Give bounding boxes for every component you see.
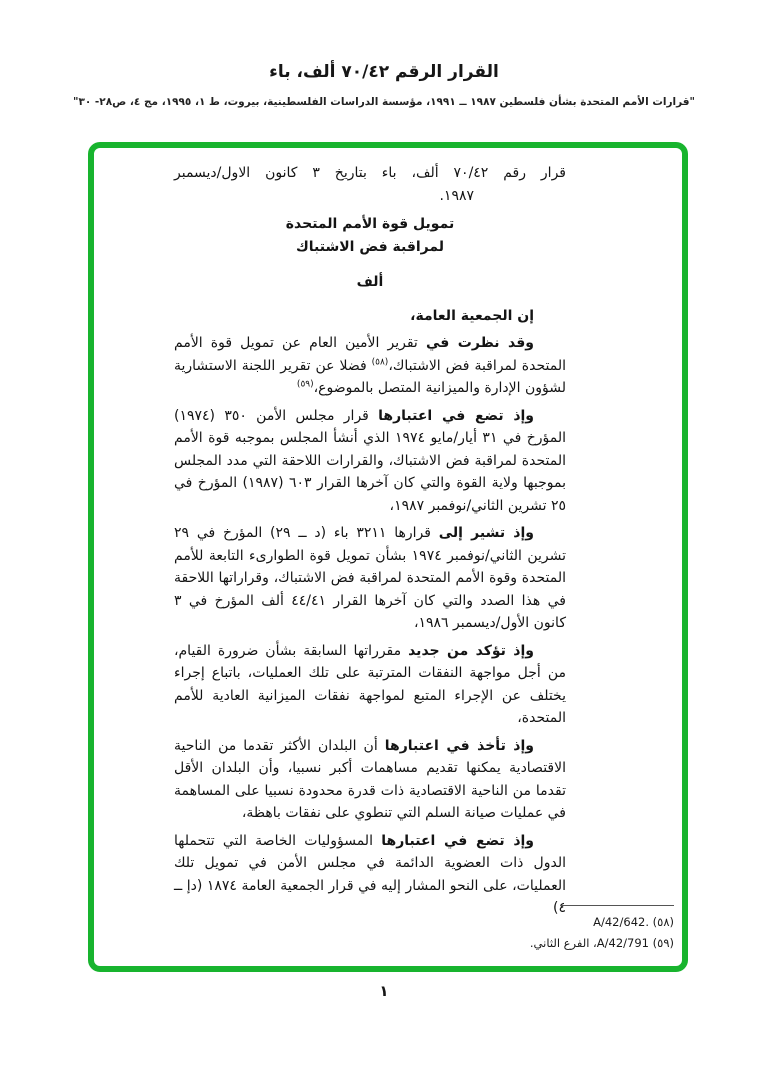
footnote-ref-59: (٥٩) (296, 379, 314, 390)
footnote-ref-58: (٥٨) (371, 356, 389, 367)
document-title: القرار الرقم ٧٠/٤٢ ألف، باء (269, 62, 499, 82)
section-letter: ألف (356, 274, 384, 290)
preamble-opening-text: إن الجمعية العامة، (410, 307, 534, 324)
paragraph-text: فضلا عن تقرير اللجنة الاستشارية لشؤون الإدارة والميزانية المتصل بالموضوع، (174, 357, 566, 396)
paragraph-text: أن البلدان الأكثر تقدما من الناحية الاقتصادية يمكنها تقديم مساهمات أكبر نسبيا، وأن البلدان الأقل تقدما من الناحية الاقتصادية ذات قدرة محدودة نسبيا على المساهمة في عمليات صيانة السلم التي تنطوي على نفقات باهظة، (174, 737, 566, 821)
paragraph-reaffirming (174, 640, 566, 730)
page-number: ١ (379, 982, 389, 1000)
paragraph-text: المسؤوليات الخاصة التي تتحملها الدول ذات العضوية الدائمة في مجلس الأمن في تمويل تلك العمليات، على النحو المشار إليه في قرار الجمعية العامة ١٨٧٤ (دإ ــ ٤) (174, 832, 566, 916)
footnote-block (530, 905, 674, 954)
resolution-intro-line2: ١٩٨٧. (439, 187, 474, 204)
paragraph-lead: وإذ تشير إلى (438, 525, 534, 541)
preamble-opening (174, 305, 566, 328)
footnote-separator (562, 905, 674, 906)
paragraph-text: قرار مجلس الأمن ٣٥٠ (١٩٧٤) المؤرخ في ٣١ أيار/مايو ١٩٧٤ الذي أنشأ المجلس بموجبه قوة الأمم المتحدة لمراقبة فض الاشتباك، والقرارات اللاحقة التي مدد المجلس بموجبها ولاية القوة والتي كان آخرها القرار ٦٠٣ (١٩٨٧) المؤرخ في ٢٥ تشرين الثاني/نوفمبر ١٩٨٧، (174, 407, 567, 514)
source-citation: "قرارات الأمم المتحدة بشأن فلسطين ١٩٨٧ ــ ١٩٩١، مؤسسة الدراسات الفلسطينية، بيروت، ط ١، ١٩٩٥، مج ٤، ص٢٨- ٣٠" (72, 96, 696, 108)
resolution-intro-line1: قرار رقم ٧٠/٤٢ ألف، باء بتاريخ ٣ كانون الاول/ديسمبر (174, 165, 566, 181)
paragraph-recalling (174, 522, 566, 635)
resolution-heading-line1: تمويل قوة الأمم المتحدة (285, 216, 455, 232)
footnote-doc-symbol: A/42/791 (596, 936, 649, 950)
footnote-number: (٥٩) (652, 936, 674, 950)
paragraph-having-considered (174, 332, 566, 400)
paragraph-bearing-in-mind-2 (174, 830, 566, 920)
paragraph-taking-into-account (174, 735, 566, 825)
paragraph-text: تقرير الأمين العام عن تمويل قوة الأمم المتحدة لمراقبة فض الاشتباك، (174, 335, 566, 374)
paragraph-lead: وإذ تضع في اعتبارها (381, 832, 534, 849)
footnote-text: ، الفرع الثاني. (529, 936, 597, 950)
paragraph-text: مقرراتها السابقة بشأن ضرورة القيام، من أجل مواجهة النفقات المترتبة على تلك العمليات، باتباع إجراء يختلف عن الإجراء المتبع لمواجهة نفقات الميزانية العادية للأمم المتحدة، (174, 642, 566, 726)
paragraph-lead: وإذ تأخذ في اعتبارها (384, 737, 534, 754)
resolution-body (94, 148, 682, 920)
footnote-doc-symbol: A/42/642. (593, 915, 649, 929)
footnote-number: (٥٨) (652, 915, 674, 929)
paragraph-lead: وإذ تؤكد من جديد (408, 642, 534, 659)
resolution-heading-line2: لمراقبة فض الاشتباك (295, 238, 445, 255)
footnote-59 (530, 933, 674, 954)
resolution-border-box (88, 142, 688, 972)
paragraph-bearing-in-mind-1 (174, 405, 566, 518)
paragraph-lead: وقد نظرت في (425, 335, 534, 351)
footnote-58 (530, 912, 674, 933)
paragraph-lead: وإذ تضع في اعتبارها (378, 407, 535, 424)
paragraph-text: قرارها ٣٢١١ باء (د ــ ٢٩) المؤرخ في ٢٩ تشرين الثاني/نوفمبر ١٩٧٤ بشأن تمويل قوة الطوارىء التابعة للأمم المتحدة وقوة الأمم المتحدة لمراقبة فض الاشتباك، وقراراتها اللاحقة في هذا الصدد والتي كان آخرها القرار ٤٤/٤١ ألف المؤرخ في ٣ كانون الأول/ديسمبر ١٩٨٦، (174, 525, 567, 631)
